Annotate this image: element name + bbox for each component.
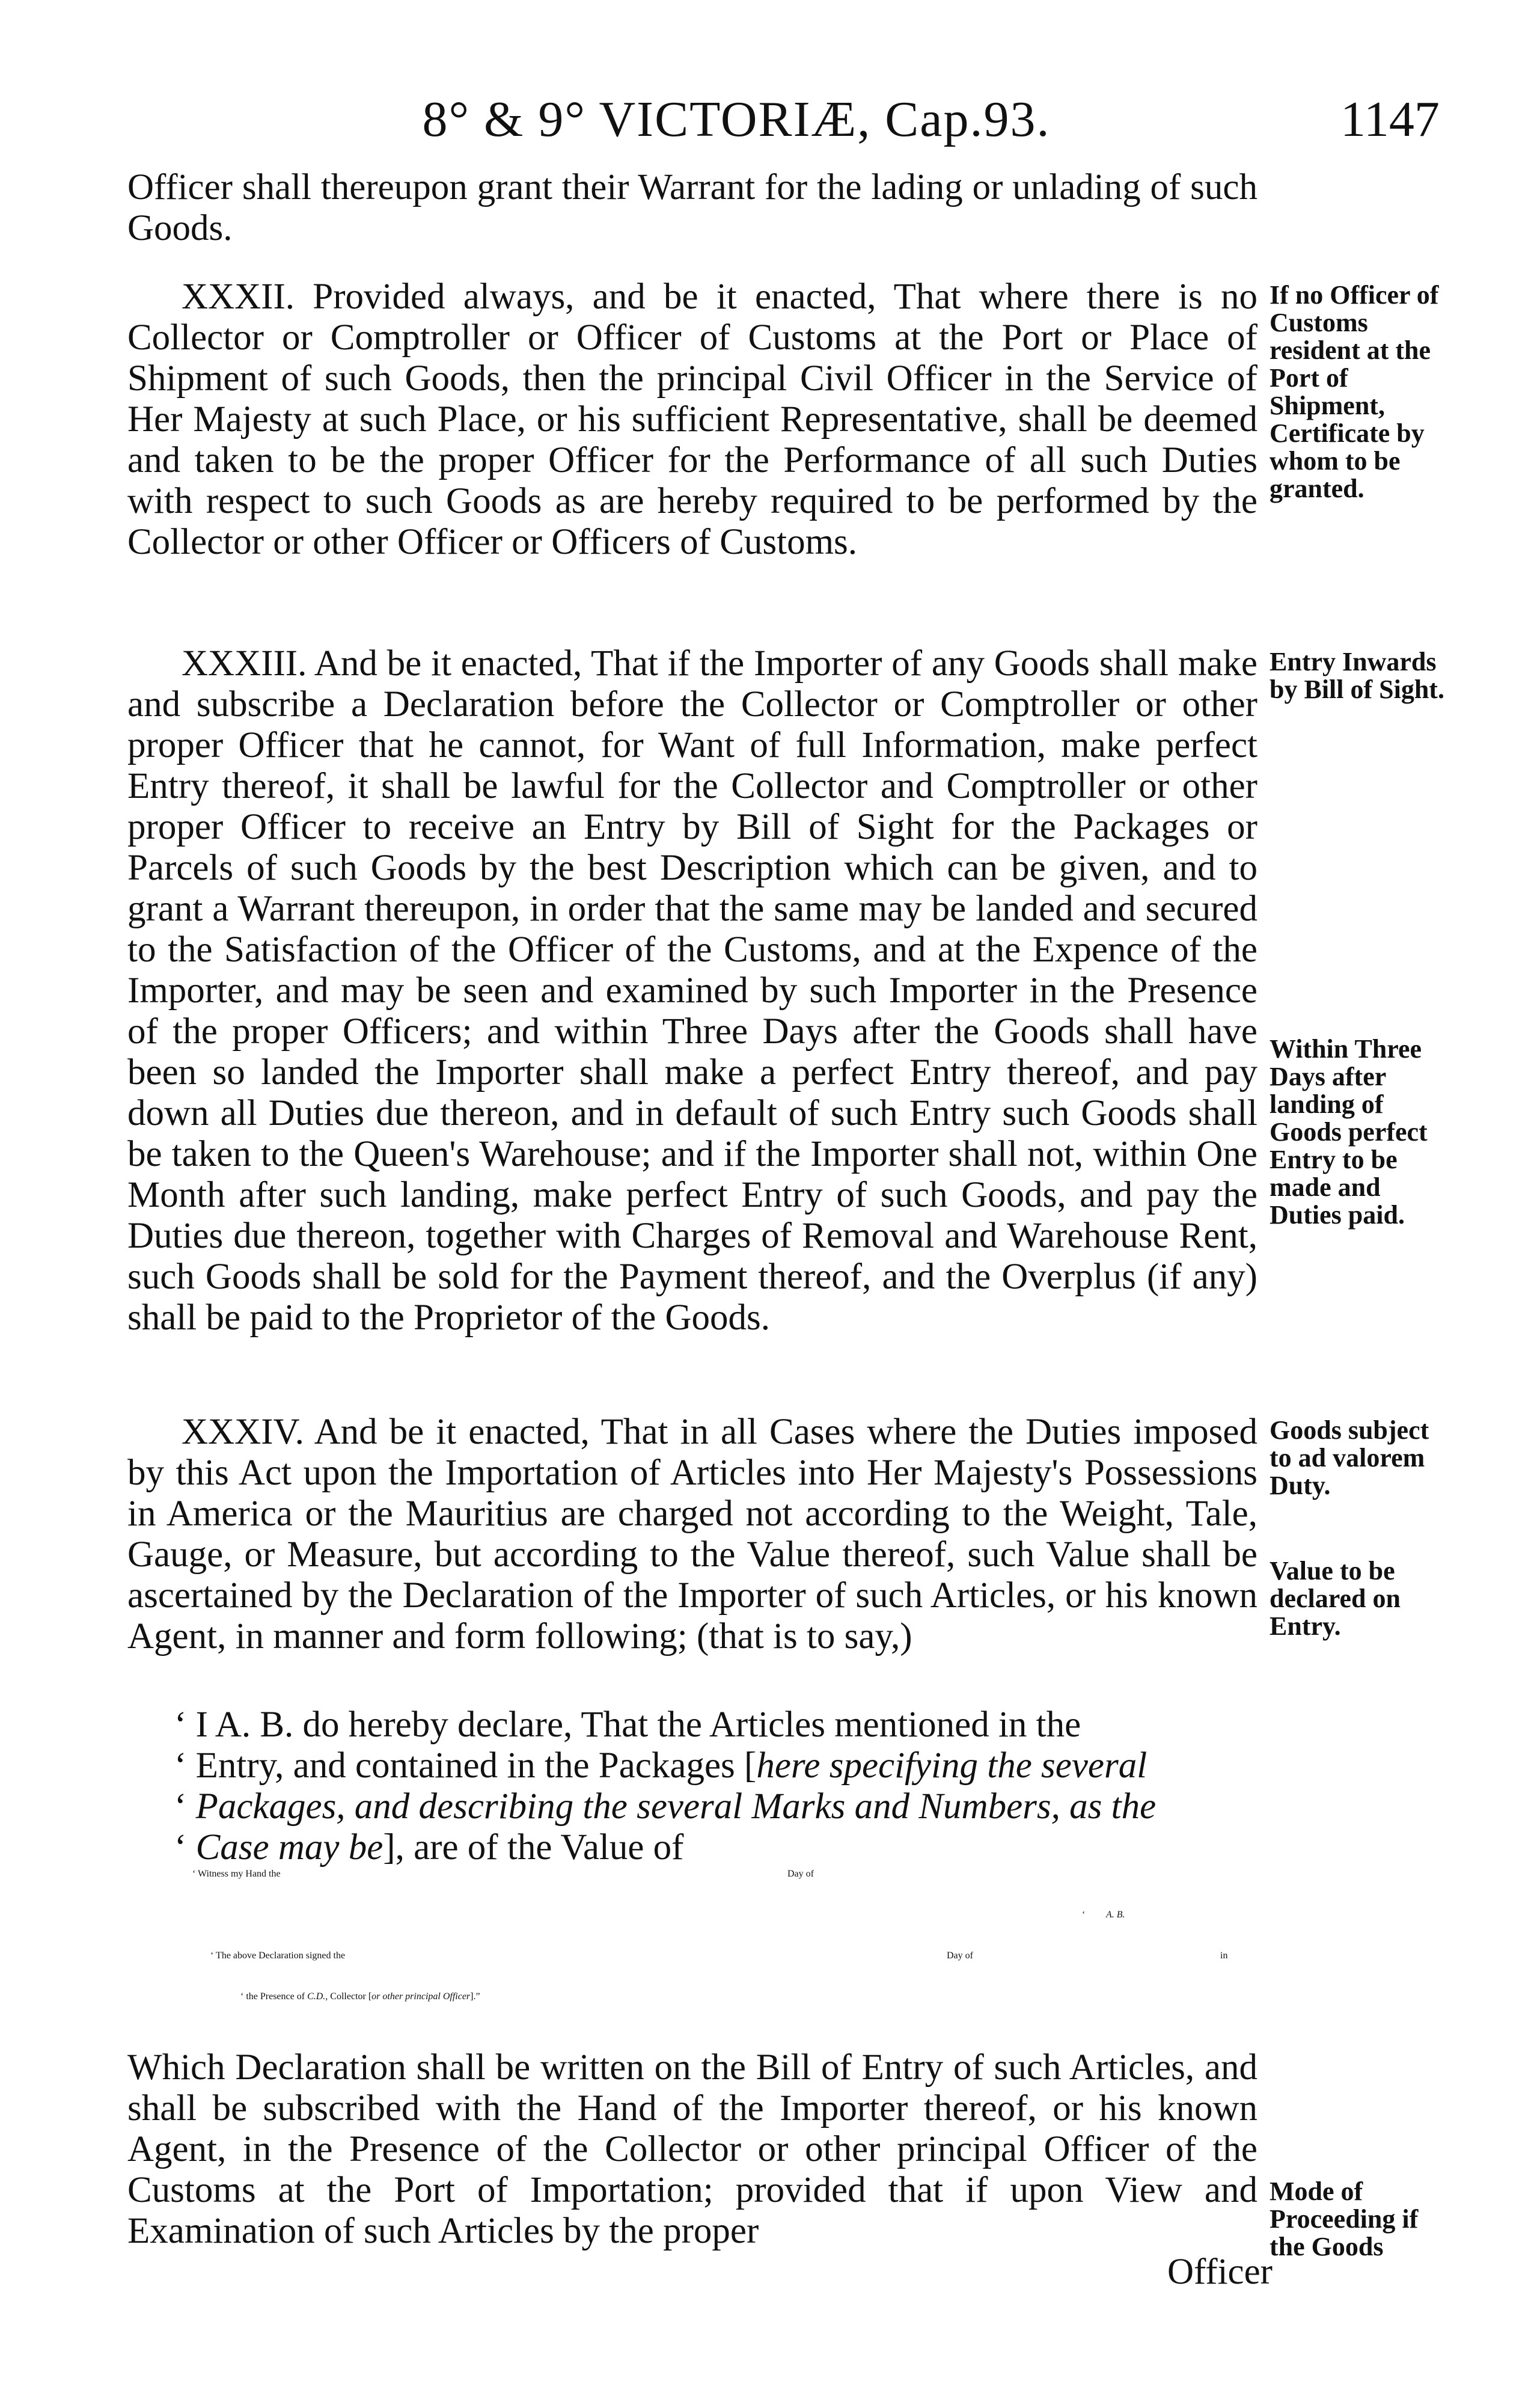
signed-day-of: Day of [947, 1950, 973, 1961]
signed-line [210, 1950, 1294, 1991]
declaration-line-4-italic: Case may be [195, 1827, 383, 1868]
margin-note-xxxiii-entry: Entry Inwards by Bill of Sight. [1270, 647, 1444, 704]
declaration-line-4-quote: ‘ [174, 1827, 196, 1868]
signed-label: ‘ The above Declaration signed the [210, 1950, 346, 1961]
declaration-line-2-italic: here specifying the several [756, 1745, 1147, 1786]
declaration-line-3-quote: ‘ [174, 1786, 196, 1827]
signature-line [1082, 1910, 1262, 1950]
presence-cd: C.D. [307, 1991, 326, 2002]
intro-paragraph: Officer shall thereupon grant their Warrant for the lading or unlading of such Goods. [127, 167, 1257, 248]
margin-note-xxxiv-goods: Goods subject to ad valorem Duty. [1270, 1415, 1429, 1500]
signature-name: A. B. [1106, 1910, 1125, 1920]
margin-note-xxxii: If no Officer of Customs resident at the Port of Shipment, Certificate by whom to be granted. [1270, 280, 1439, 503]
declaration-form [174, 1705, 1257, 1868]
witness-line [192, 1869, 1276, 1910]
witness-label: ‘ Witness my Hand the [192, 1869, 281, 1879]
declaration-line-1: ‘ I A. B. do hereby declare, That the Articles mentioned in the [174, 1705, 1081, 1745]
witness-day-of: Day of [787, 1869, 814, 1879]
presence-line [240, 1991, 1324, 2032]
signature-quote: ‘ [1082, 1910, 1086, 1920]
margin-note-mode-of-proceeding: Mode of Proceeding if the Goods [1270, 2177, 1419, 2261]
catchword: Officer [1167, 2252, 1273, 2292]
declaration-line-2-text: ‘ Entry, and contained in the Packages [ [174, 1745, 757, 1786]
closing-paragraph: Which Declaration shall be written on the Bill of Entry of such Articles, and shall be subscribed with the Hand of the Importer thereof, or his known Agent, in the Presence of the Collector or other principal Officer of the Customs at the Port of Importation; provided that if upon View and Examination of such Articles by the proper [127, 2047, 1257, 2251]
presence-text [240, 1991, 480, 2002]
presence-close: ].” [470, 1991, 480, 2002]
declaration-line-4 [174, 1827, 1257, 1868]
declaration-line-3 [174, 1786, 1257, 1827]
margin-note-xxxiii-within: Within Three Days after landing of Goods perfect Entry to be made and Duties paid. [1270, 1034, 1428, 1230]
presence-officer: or other principal Officer [371, 1991, 471, 2002]
declaration-line-4-text: ], are of the Value of [383, 1827, 684, 1868]
declaration-line-3-italic: Packages, and describing the several Marks and Numbers, as the [195, 1786, 1157, 1827]
section-xxxiii: XXXIII. And be it enacted, That if the Importer of any Goods shall make and subscribe a Declaration before the Collector or Comptroller or other proper Officer that he cannot, for Want of full Information, make perfect Entry thereof, it shall be lawful for the Collector and Comptroller or other proper Officer to receive an Entry by Bill of Sight for the Packages or Parcels of such Goods by the best Description which can be given, and to grant a Warrant thereupon, in order that the same may be landed and secured to the Satisfaction of the Officer of the Customs, and at the Expence of the Importer, and may be seen and examined by such Importer in the Presence of the proper Officers; and within Three Days after the Goods shall have been so landed the Importer shall make a perfect Entry thereof, and pay down all Duties due thereon, and in default of such Entry such Goods shall be taken to the Queen's Warehouse; and if the Importer shall not, within One Month after such landing, make perfect Entry of such Goods, and pay the Duties due thereon, together with Charges of Removal and Warehouse Rent, such Goods shall be sold for the Payment thereof, and the Overplus (if any) shall be paid to the Proprietor of the Goods. [127, 643, 1257, 1338]
presence-label: ‘ the Presence of [240, 1991, 308, 2002]
section-xxxii: XXXII. Provided always, and be it enacted, That where there is no Collector or Comptroller or Officer of Customs at the Port or Place of Shipment of such Goods, then the principal Civil Officer in the Service of Her Majesty at such Place, or his sufficient Representative, shall be deemed and taken to be the proper Officer for the Performance of all such Duties with respect to such Goods as are hereby required to be performed by the Collector or other Officer or Officers of Customs. [127, 277, 1257, 562]
declaration-line-2 [174, 1745, 1257, 1786]
running-header-title: 8° & 9° VICTORIÆ, Cap.93. [422, 91, 1051, 147]
presence-collector: , Collector [ [325, 1991, 372, 2002]
page-number: 1147 [1340, 91, 1440, 147]
margin-note-xxxiv-value: Value to be declared on Entry. [1270, 1556, 1401, 1641]
section-xxxiv: XXXIV. And be it enacted, That in all Cases where the Duties imposed by this Act upon the Importation of Articles into Her Majesty's Possessions in America or the Mauritius are charged not according to the Weight, Tale, Gauge, or Measure, but according to the Value thereof, such Value shall be ascertained by the Declaration of the Importer of such Articles, or his known Agent, in manner and form following; (that is to say,) [127, 1412, 1257, 1656]
signed-in: in [1220, 1950, 1228, 1961]
